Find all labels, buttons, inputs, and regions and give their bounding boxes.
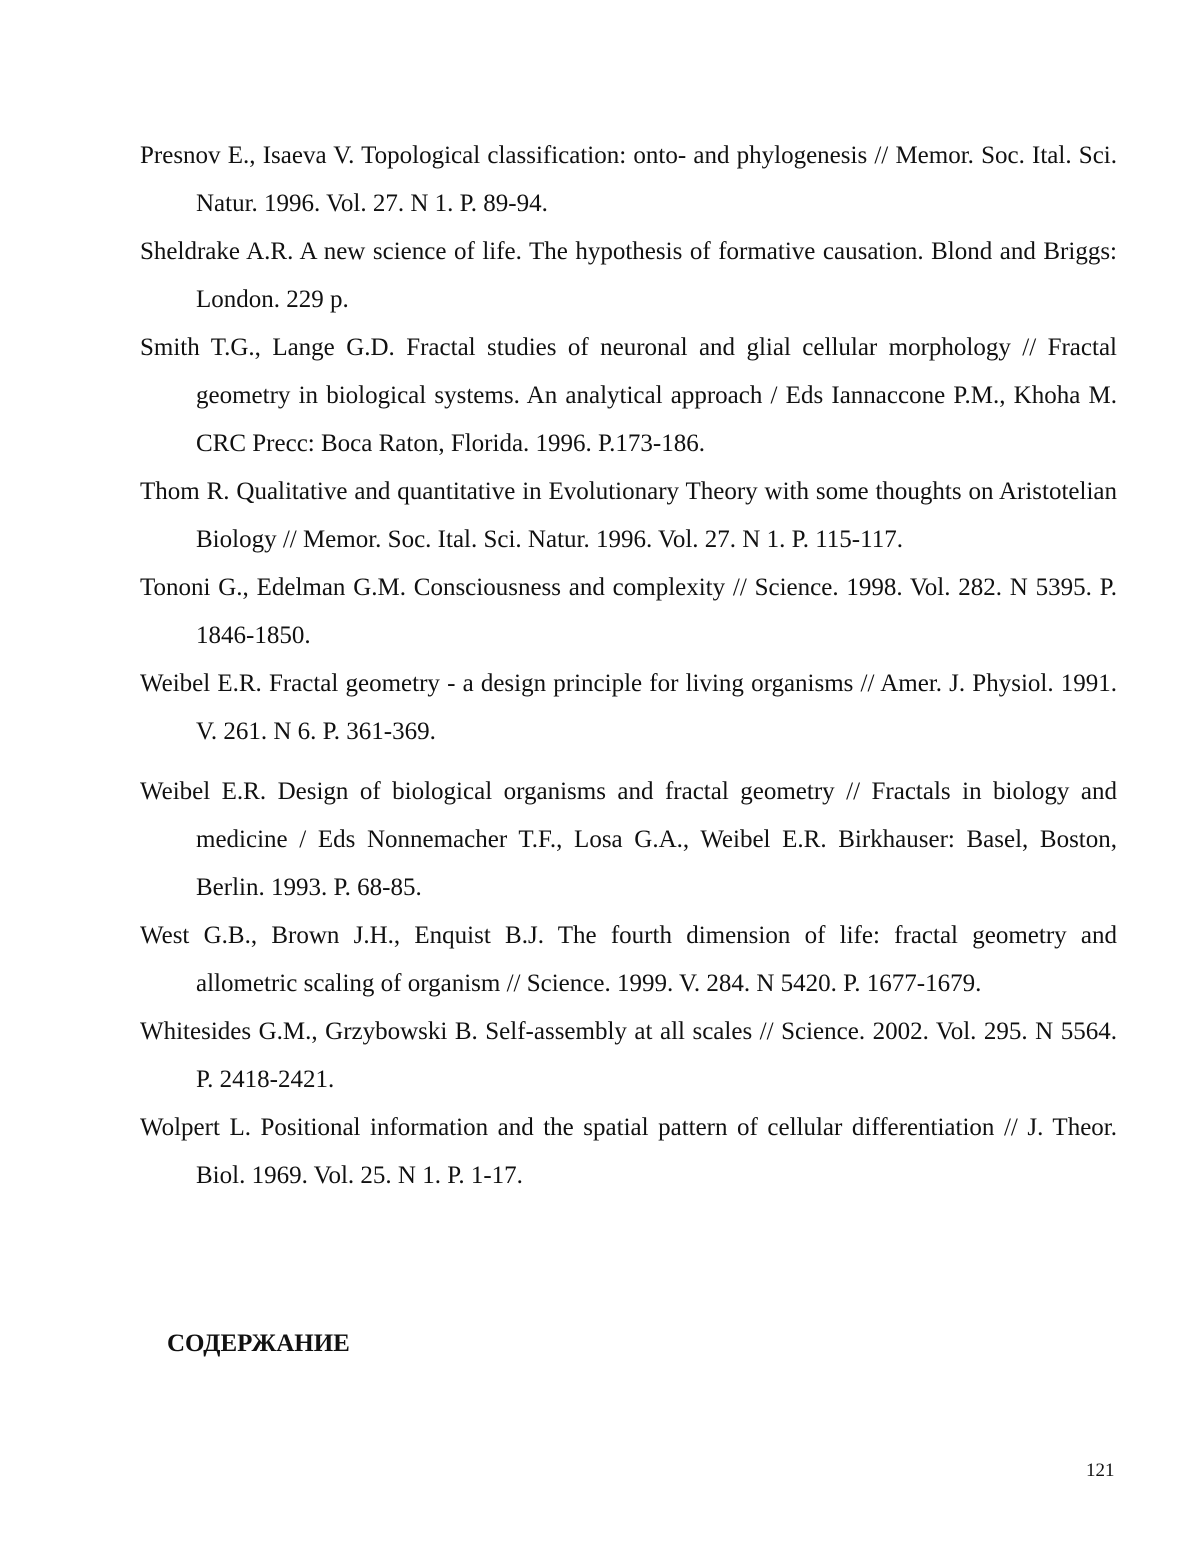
reference-item: Presnov E., Isaeva V. Topological classification: onto- and phylogenesis // Memor. Soc. Ital. Sci. Natur. 1996. Vol. 27. N 1. P. 89-94. [140,142,1117,217]
reference-item: Smith T.G., Lange G.D. Fractal studies of neuronal and glial cellular morphology // Fractal geometry in biological systems. An analytical approach / Eds Iannaccone P.M., Khoha M. CRC Precc: Boca Raton, Florida. 1996. P.173-186. [140,334,1117,457]
reference-item: West G.B., Brown J.H., Enquist B.J. The fourth dimension of life: fractal geometry and allometric scaling of organism // Science. 1999. V. 284. N 5420. P. 1677-1679. [140,922,1117,997]
reference-item: Wolpert L. Positional information and the spatial pattern of cellular differentiation // J. Theor. Biol. 1969. Vol. 25. N 1. P. 1-17. [140,1114,1117,1189]
page-number: 121 [1086,1460,1115,1481]
reference-item: Sheldrake A.R. A new science of life. The hypothesis of formative causation. Blond and Briggs: London. 229 p. [140,238,1117,313]
section-heading: СОДЕРЖАНИЕ [167,1330,350,1357]
reference-list [140,132,1117,1200]
reference-item: Weibel E.R. Fractal geometry - a design principle for living organisms // Amer. J. Physiol. 1991. V. 261. N 6. P. 361-369. [140,670,1117,745]
reference-item: Tononi G., Edelman G.M. Consciousness and complexity // Science. 1998. Vol. 282. N 5395. P. 1846-1850. [140,574,1117,649]
reference-item: Thom R. Qualitative and quantitative in Evolutionary Theory with some thoughts on Aristotelian Biology // Memor. Soc. Ital. Sci. Natur. 1996. Vol. 27. N 1. P. 115-117. [140,478,1117,553]
reference-item: Whitesides G.M., Grzybowski B. Self-assembly at all scales // Science. 2002. Vol. 295. N 5564. P. 2418-2421. [140,1018,1117,1093]
reference-item: Weibel E.R. Design of biological organisms and fractal geometry // Fractals in biology and medicine / Eds Nonnemacher T.F., Losa G.A., Weibel E.R. Birkhauser: Basel, Boston, Berlin. 1993. P. 68-85. [140,778,1117,901]
